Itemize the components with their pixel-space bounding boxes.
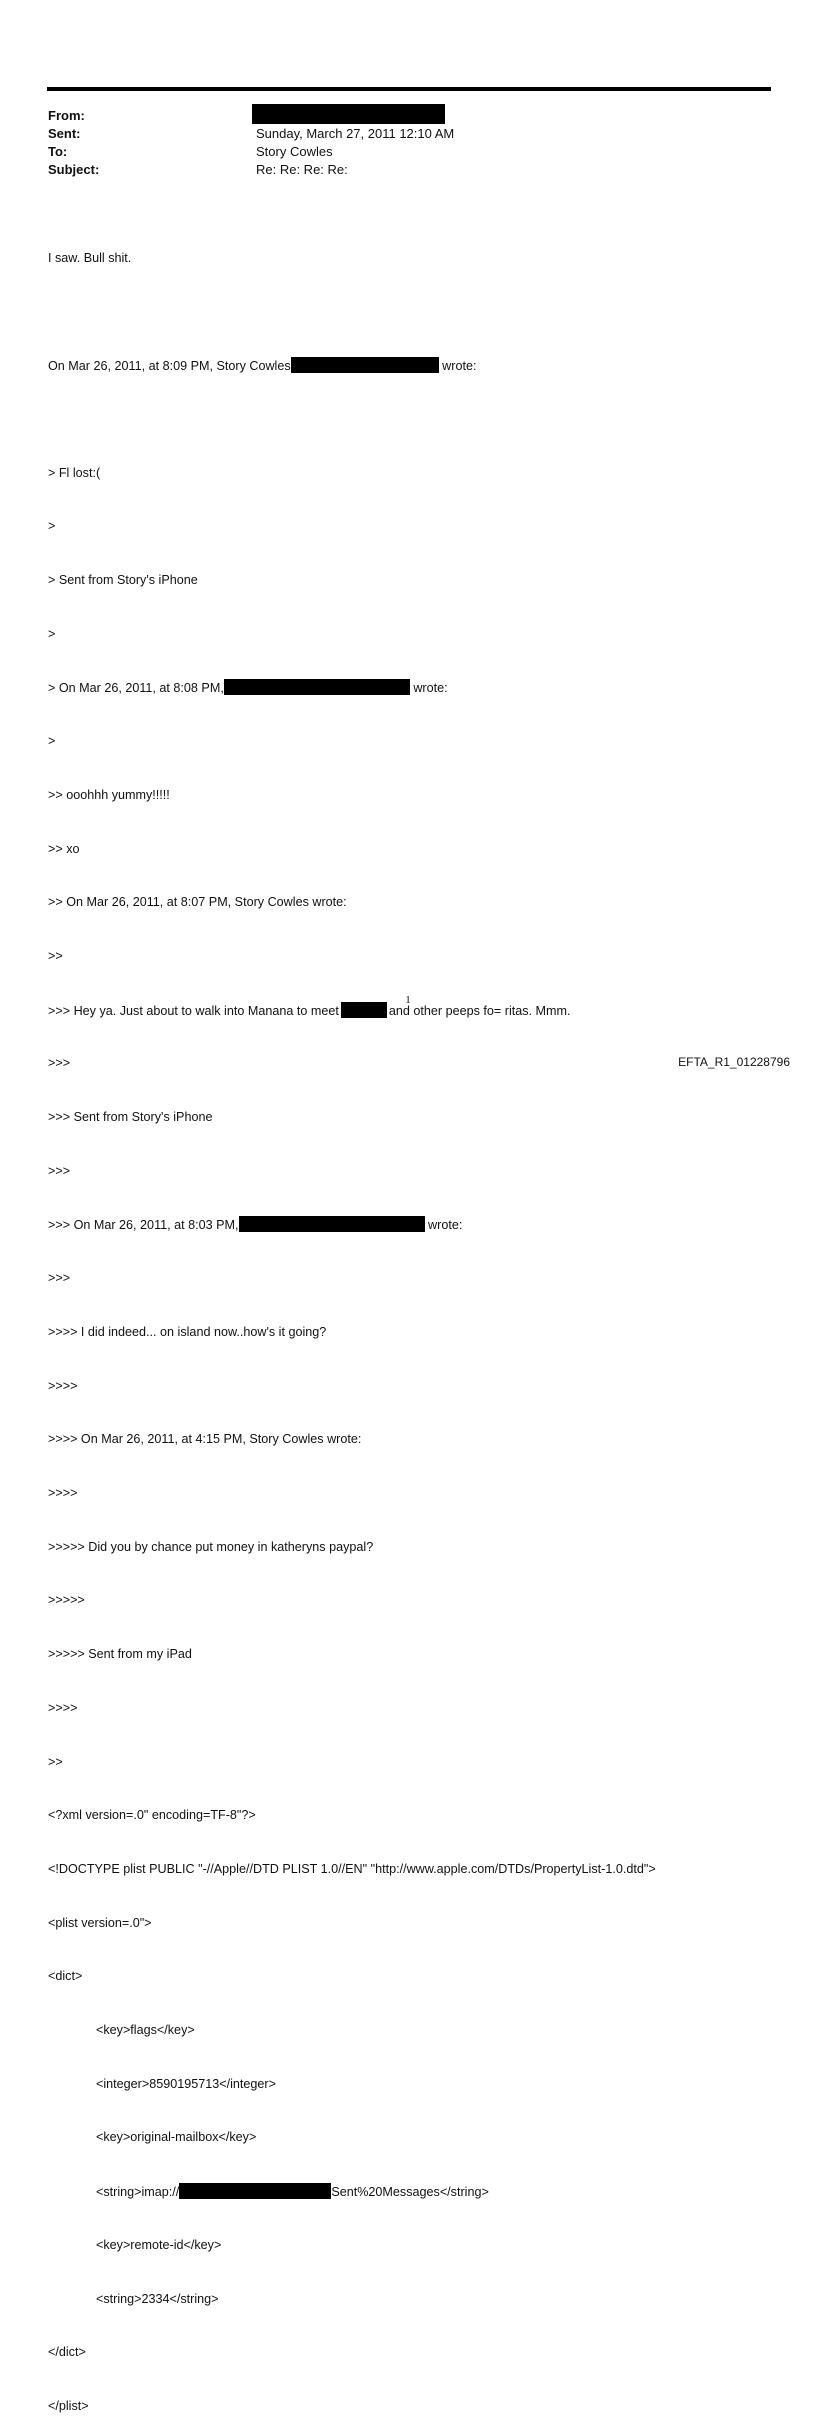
- document-id: EFTA_R1_01228796: [678, 1055, 790, 1069]
- body-line: >>> Hey ya. Just about to walk into Manana to meet and other peeps fo= ritas. Mmm.: [48, 1003, 571, 1018]
- body-line: >>>>: [48, 1378, 78, 1393]
- body-line: >>> Sent from Story's iPhone: [48, 1110, 213, 1125]
- sent-label: Sent:: [48, 126, 81, 141]
- body-line: </plist>: [48, 2398, 89, 2413]
- message-body: [48, 214, 656, 2434]
- body-line: >>>: [48, 1271, 71, 1286]
- body-line: <?xml version=.0" encoding=TF-8"?>: [48, 1808, 256, 1823]
- body-line: <key>remote-id</key>: [96, 2237, 222, 2252]
- body-line: >>>: [48, 1163, 71, 1178]
- body-line: >> ooohhh yummy!!!!!: [48, 787, 170, 802]
- from-label: From:: [48, 108, 85, 123]
- body-line: > Fl lost:(: [48, 465, 101, 480]
- body-line: >: [48, 519, 56, 534]
- body-line: </dict>: [48, 2345, 86, 2360]
- email-redaction: [224, 679, 410, 695]
- body-line: >: [48, 734, 56, 749]
- body-line: >>>> I did indeed... on island now..how's it going?: [48, 1324, 327, 1339]
- body-line: <dict>: [48, 1969, 83, 1984]
- sent-value: Sunday, March 27, 2011 12:10 AM: [256, 126, 455, 141]
- body-line: >>>>>: [48, 1593, 85, 1608]
- body-line: >>>: [48, 1056, 71, 1071]
- body-line: >>>>> Sent from my iPad: [48, 1647, 192, 1662]
- body-line: > Sent from Story's iPhone: [48, 573, 198, 588]
- body-line: I saw. Bull shit.: [48, 250, 132, 265]
- body-line: >>>>: [48, 1700, 78, 1715]
- body-line: On Mar 26, 2011, at 8:09 PM, Story Cowles wrote:: [48, 359, 477, 374]
- body-line: >>>> On Mar 26, 2011, at 4:15 PM, Story Cowles wrote:: [48, 1432, 362, 1447]
- mailbox-redaction: [179, 2183, 331, 2199]
- body-line: >> xo: [48, 841, 80, 856]
- body-line: >>: [48, 948, 63, 963]
- to-label: To:: [48, 144, 68, 159]
- body-line: >> On Mar 26, 2011, at 8:07 PM, Story Cowles wrote:: [48, 895, 347, 910]
- header-rule: [47, 87, 771, 91]
- body-line: >>>>: [48, 1485, 78, 1500]
- subject-value: Re: Re: Re: Re:: [256, 162, 348, 177]
- subject-label: Subject:: [48, 162, 100, 177]
- body-line: <!DOCTYPE plist PUBLIC "-//Apple//DTD PLIST 1.0//EN" "http://www.apple.com/DTDs/PropertyList-1.0.dtd">: [48, 1861, 656, 1876]
- body-line: <key>flags</key>: [96, 2023, 195, 2038]
- to-value: Story Cowles: [256, 144, 333, 159]
- email-redaction: [291, 357, 439, 373]
- body-line: >>: [48, 1754, 63, 1769]
- body-line: <key>original-mailbox</key>: [96, 2130, 257, 2145]
- body-line: <string>2334</string>: [96, 2291, 219, 2306]
- email-redaction: [239, 1216, 425, 1232]
- body-line: >>> On Mar 26, 2011, at 8:03 PM, wrote:: [48, 1218, 463, 1233]
- body-line: <integer>8590195713</integer>: [96, 2076, 276, 2091]
- page-number: 1: [405, 994, 411, 1006]
- from-redaction: [252, 104, 445, 124]
- body-line: <string>imap:// Sent%20Messages</string>: [96, 2185, 489, 2200]
- body-line: <plist version=.0">: [48, 1915, 152, 1930]
- body-line: >: [48, 626, 56, 641]
- body-line: > On Mar 26, 2011, at 8:08 PM, wrote:: [48, 681, 448, 696]
- body-line: >>>>> Did you by chance put money in katheryns paypal?: [48, 1539, 374, 1554]
